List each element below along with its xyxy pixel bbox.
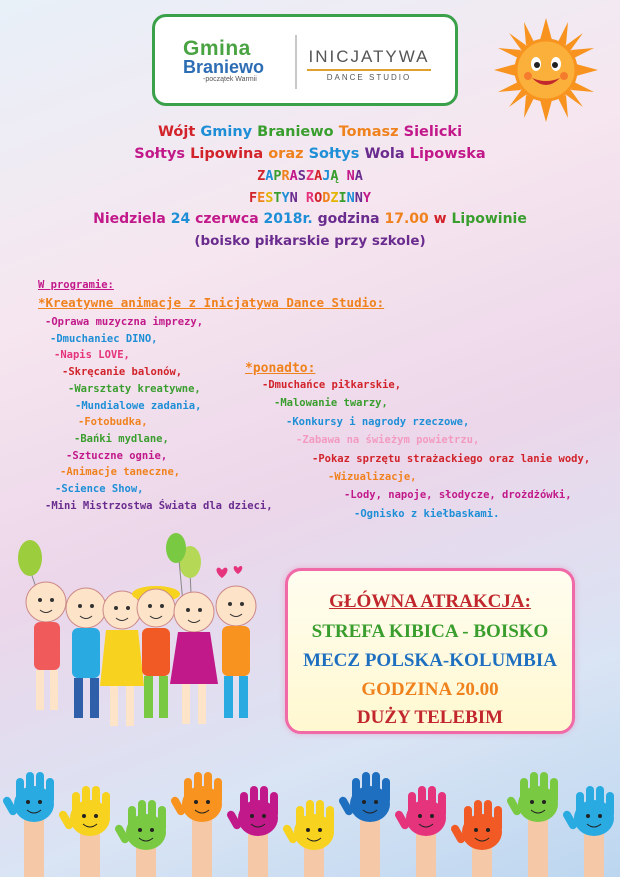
program-item: -Bańki mydlane,: [74, 432, 169, 445]
header-word: godzina: [317, 211, 385, 227]
painted-hand-icon: [58, 786, 110, 877]
logo-banner: [152, 14, 458, 106]
painted-hand-icon: [2, 772, 54, 877]
painted-hand-icon: [338, 772, 390, 877]
header-word: 17.00: [384, 211, 434, 227]
program-item: -Warsztaty kreatywne,: [68, 382, 201, 395]
rainbow-letter: P: [273, 168, 282, 184]
header-word: Braniewo: [257, 124, 339, 140]
header-invite: [0, 168, 620, 184]
rainbow-letter: S: [265, 190, 274, 206]
painted-hand-icon: [282, 800, 334, 877]
program-item: -Science Show,: [55, 483, 144, 495]
header-word: Sołtys: [134, 146, 191, 162]
rainbow-letter: R: [305, 190, 315, 206]
header-word: Lipowska: [409, 146, 486, 162]
attraction-line-3: GODZINA 20.00: [361, 679, 499, 700]
rainbow-letter: [298, 190, 306, 206]
rainbow-letter: R: [281, 168, 290, 184]
rainbow-letter: A: [265, 168, 274, 184]
header-word: Sołtys: [308, 146, 365, 162]
header-word: 2018r.: [263, 211, 318, 227]
painted-hand-icon: [226, 786, 278, 877]
extra-item: -Lody, napoje, słodycze, drożdżówki,: [344, 489, 572, 502]
rainbow-letter: Y: [362, 190, 372, 206]
gmina-logo-tagline: -początek Warmii: [203, 76, 257, 83]
extra-item: -Wizualizacje,: [328, 471, 417, 483]
extra-item: -Malowanie twarzy,: [274, 397, 388, 410]
painted-hand-icon: [562, 786, 614, 877]
rainbow-letter: N: [289, 190, 298, 206]
extra-heading: *ponadto:: [245, 361, 316, 376]
header-word: Tomasz: [338, 124, 404, 140]
painted-hand-icon: [394, 786, 446, 877]
header-date: [0, 211, 620, 227]
extra-item: -Konkursy i nagrody rzeczowe,: [286, 415, 470, 428]
rainbow-letter: [338, 168, 346, 184]
header-word: Lipowina: [190, 146, 269, 162]
gmina-logo-title: Gmina: [183, 37, 251, 60]
rainbow-letter: I: [338, 190, 347, 206]
rainbow-letter: Z: [330, 190, 339, 206]
program-heading: W programie:: [38, 279, 114, 291]
main-attraction-box: [285, 568, 575, 734]
header-line-1: [0, 124, 620, 140]
rainbow-letter: Y: [281, 190, 290, 206]
studio-subtitle: DANCE STUDIO: [326, 73, 412, 82]
painted-hand-icon: [450, 800, 502, 877]
rainbow-letter: Z: [257, 168, 266, 184]
rainbow-letter: S: [297, 168, 306, 184]
attraction-title: GŁÓWNA ATRAKCJA:: [329, 591, 531, 612]
extra-item: -Ognisko z kiełbaskami.: [354, 507, 500, 520]
program-item: -Mini Mistrzostwa Świata dla dzieci,: [45, 499, 273, 512]
header-word: czerwca: [195, 211, 264, 227]
rainbow-letter: N: [354, 190, 363, 206]
header-word: Wola: [364, 146, 410, 162]
attraction-line-1: STREFA KIBICA - BOISKO: [311, 621, 549, 642]
program-subheading: *Kreatywne animacje z Inicjatywa Dance Studio:: [38, 295, 385, 310]
rainbow-letter: A: [289, 168, 298, 184]
inicjatywa-logo: [299, 47, 439, 82]
studio-underline: [307, 69, 431, 71]
rainbow-letter: A: [314, 168, 323, 184]
rainbow-letter: O: [314, 190, 323, 206]
rainbow-letter: N: [346, 168, 355, 184]
gmina-braniewo-logo: [183, 37, 279, 83]
header-word: w: [433, 211, 452, 227]
kids-with-balloons-illustration: [14, 530, 276, 748]
header-word: Niedziela: [93, 211, 171, 227]
rainbow-letter: J: [322, 168, 331, 184]
sun-icon: [494, 18, 598, 122]
program-item: -Skręcanie balonów,: [62, 366, 183, 379]
gmina-logo-name: Braniewo: [183, 57, 265, 77]
header-location: (boisko piłkarskie przy szkole): [194, 233, 426, 249]
rainbow-letter: Z: [305, 168, 315, 184]
rainbow-letter: A: [354, 168, 363, 184]
painted-hand-icon: [506, 772, 558, 877]
program-item: -Napis LOVE,: [54, 349, 130, 362]
attraction-line-4: DUŻY TELEBIM: [356, 707, 504, 728]
rainbow-letter: E: [257, 190, 266, 206]
extra-item: -Dmuchańce piłkarskie,: [262, 379, 402, 391]
header-line-2: [0, 146, 620, 162]
program-item: -Fotobudka,: [78, 416, 148, 429]
program-item: -Sztuczne ognie,: [66, 449, 168, 462]
program-item: -Dmuchaniec DINO,: [50, 332, 158, 345]
header-word: oraz: [268, 146, 309, 162]
program-item: -Oprawa muzyczna imprezy,: [45, 316, 204, 328]
header-word: 24: [170, 211, 196, 227]
logo-divider: [295, 35, 297, 89]
header-word: Wójt: [157, 124, 201, 140]
header-word: Sielicki: [403, 124, 463, 140]
extra-item: -Zabawa na świeżym powietrzu,: [296, 434, 480, 447]
rainbow-letter: T: [273, 190, 282, 206]
program-item: -Mundialowe zadania,: [75, 399, 202, 412]
header-word: Gminy: [200, 124, 258, 140]
header-festyn: [0, 190, 620, 206]
attraction-line-2: MECZ POLSKA-KOLUMBIA: [303, 650, 557, 671]
program-item: -Animacje taneczne,: [60, 466, 181, 479]
rainbow-letter: N: [346, 190, 355, 206]
painted-hand-icon: [114, 800, 166, 877]
rainbow-letter: Ą: [330, 168, 339, 184]
painted-hands-illustration: [0, 742, 620, 877]
rainbow-letter: F: [248, 190, 258, 206]
rainbow-letter: D: [322, 190, 331, 206]
painted-hand-icon: [170, 772, 222, 877]
extra-item: -Pokaz sprzętu strażackiego oraz lanie wody,: [312, 452, 591, 465]
header-word: Lipowinie: [451, 211, 527, 227]
studio-name: INICJATYWA: [308, 47, 430, 66]
